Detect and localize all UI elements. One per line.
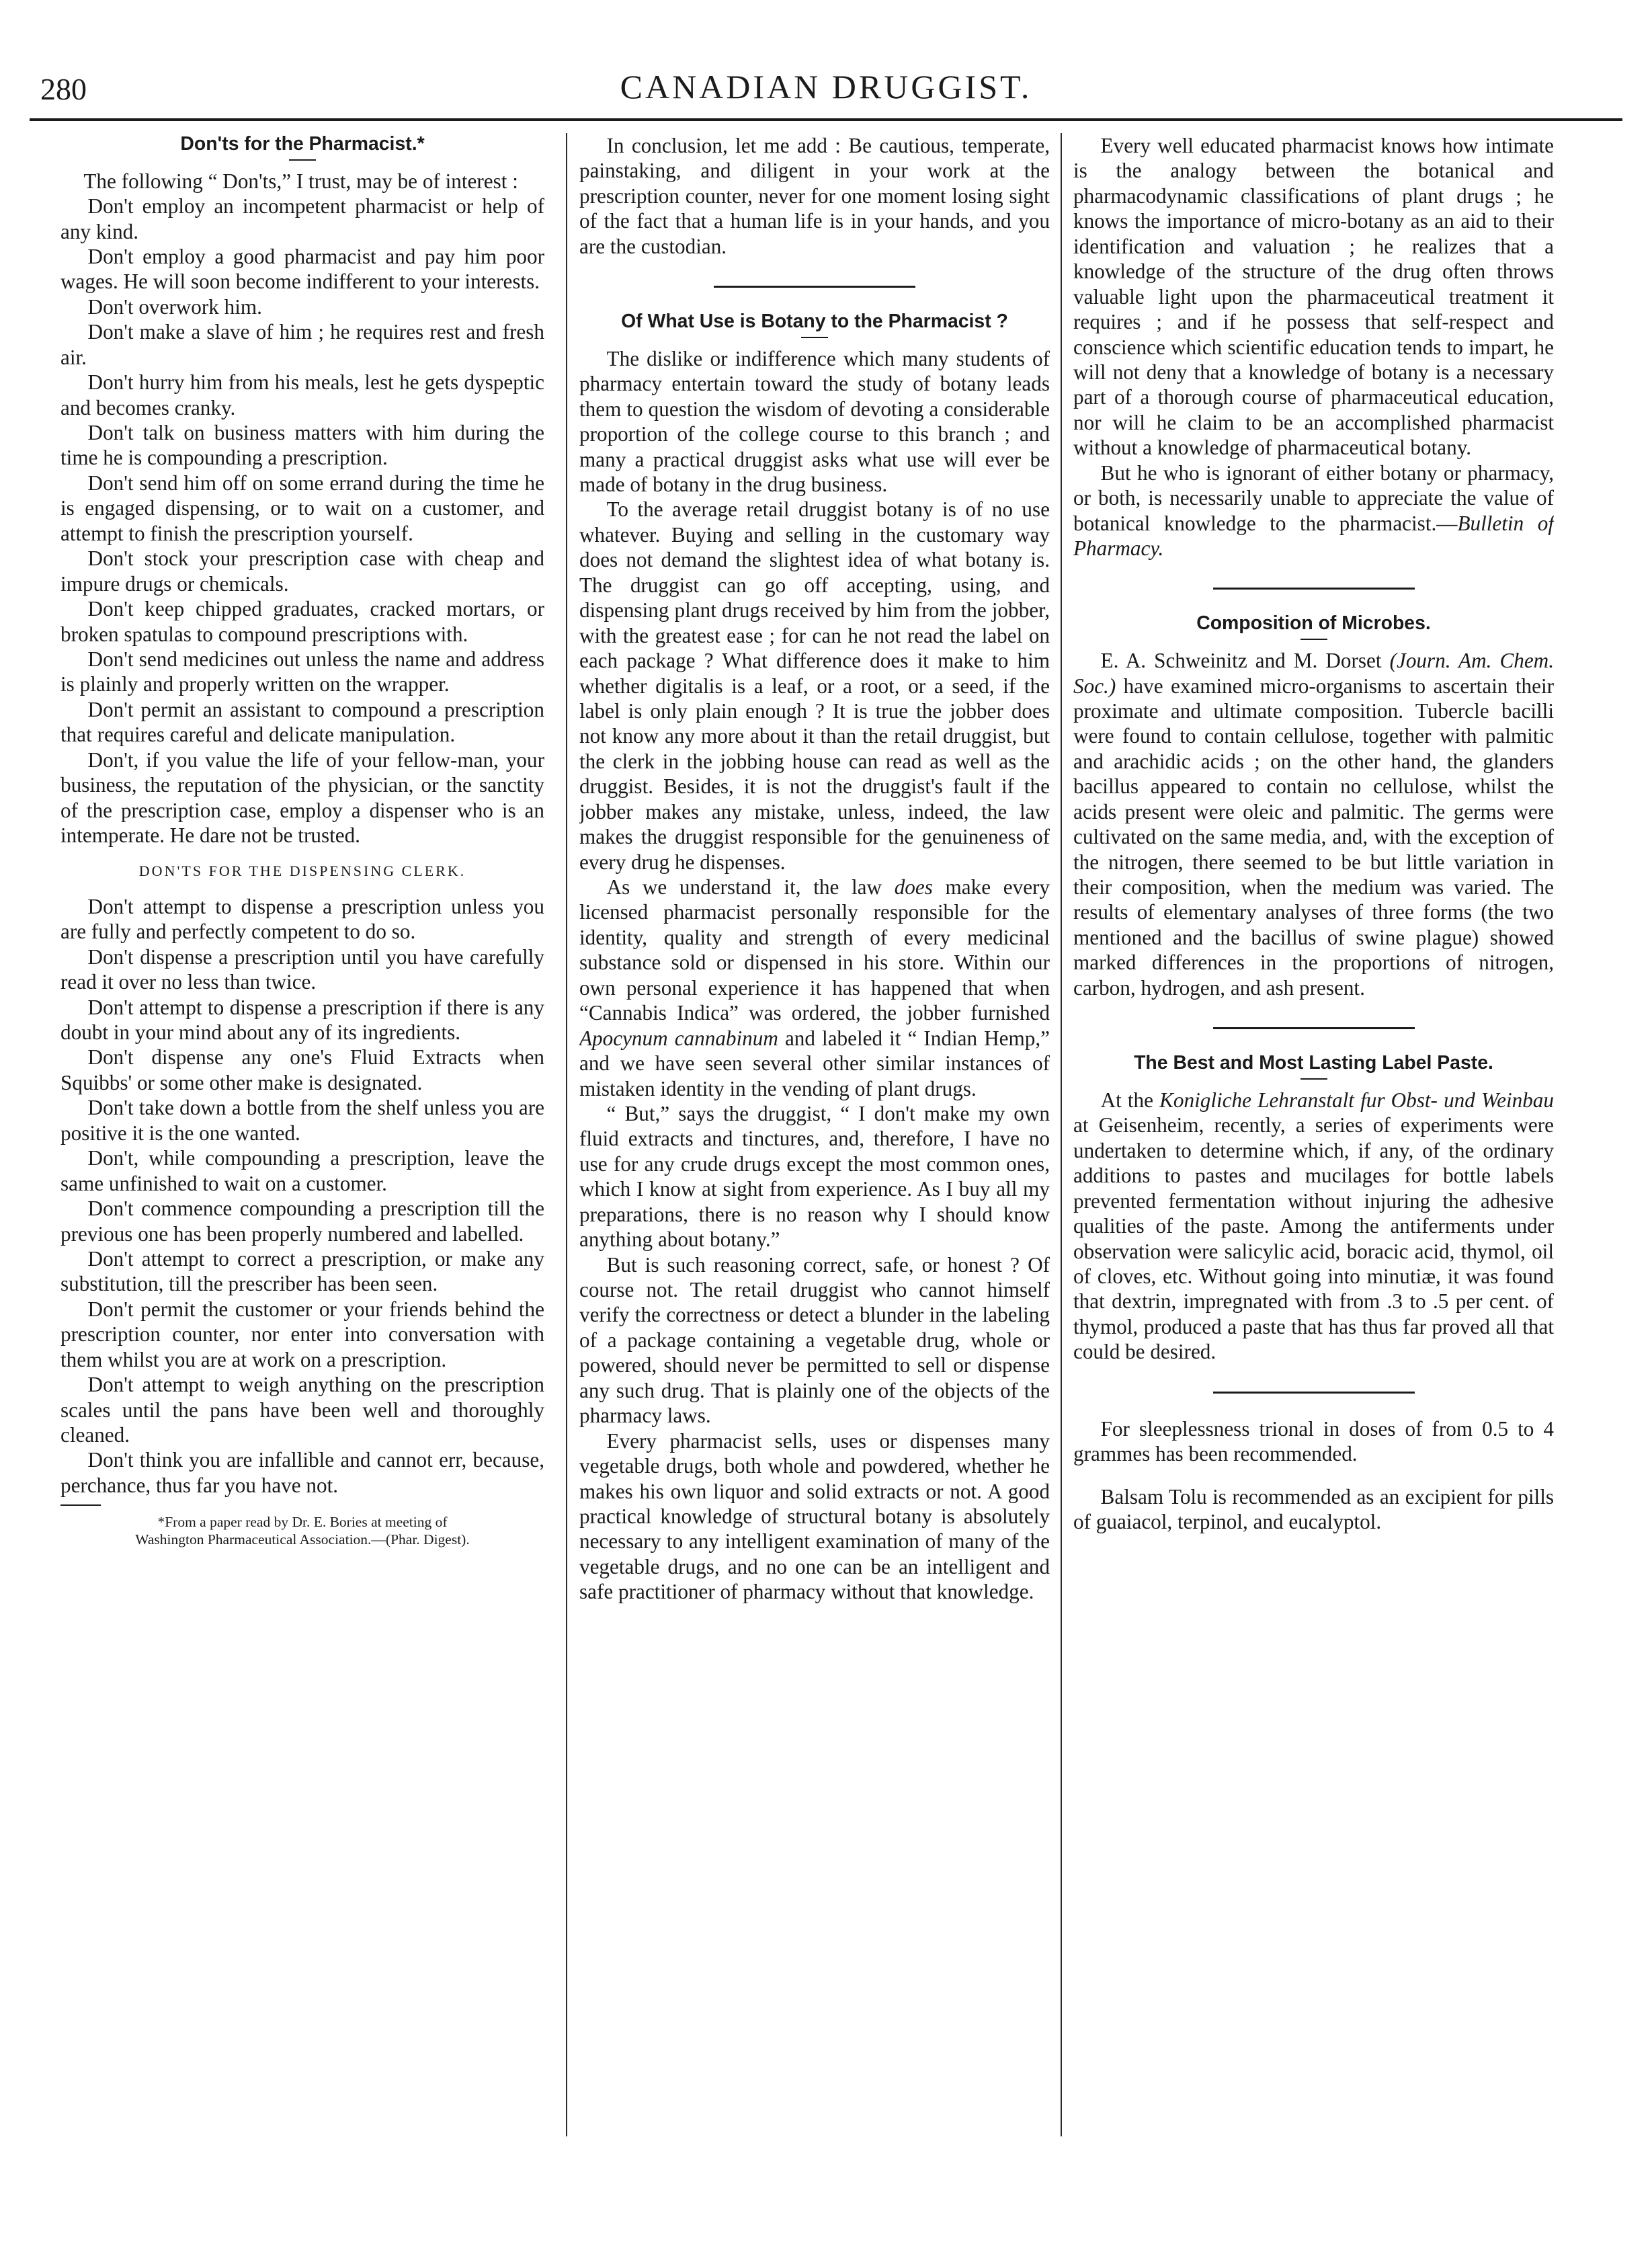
note-paragraph: For sleeplessness trional in doses of from 0.5 to 4 grammes has been recommended. [1073,1416,1554,1466]
column-2 [579,133,1050,2210]
source-citation: Bulletin of Pharmacy. [1073,511,1554,560]
clerk-donts-list [60,894,544,1498]
paragraph: Every well educated pharmacist knows how intimate is the analogy between the botanical and pharmacodynamic classifications of plant drugs ; he knows the importance of micro-botany as an aid to their identification and valuation ; he realizes that a knowledge of the structure of the drug often throws valuable light upon the pharmaceutical treatment it requires ; and if he possess that self-respect and conscience which scientific education tends to impart, he will not deny that a knowledge of botany is a necessary part of a thorough course of pharmaceutical education, nor will he claim to be an accomplished pharmacist without a knowledge of pharmaceutical botany. [1073,134,1554,460]
text-run: As we understand it, the law [606,875,895,899]
dont-item: Don't permit the customer or your friends behind the prescription counter, nor enter into conversation with them whilst you are at work on a prescription. [60,1297,544,1371]
dont-item: Don't keep chipped graduates, cracked mortars, or broken spatulas to compound prescriptions with. [60,597,544,646]
dont-item: Don't take down a bottle from the shelf unless you are positive it is the one wanted. [60,1096,544,1145]
journal-title: CANADIAN DRUGGIST. [620,68,1032,106]
article-title-botany: Of What Use is Botany to the Pharmacist ? [621,311,1008,333]
title-dash [289,159,316,161]
footnote-line: *From a paper read by Dr. E. Bories at meeting of [157,1514,448,1531]
text-run: and labeled it “ Indian Hemp,” and we have seen several other similar instances of mistaken identity in the vending of plant drugs. [579,1026,1050,1100]
dont-item: Don't hurry him from his meals, lest he gets dyspeptic and becomes cranky. [60,370,544,419]
text-run: make every licensed pharmacist personally responsible for the identity, quality and strength of every medicinal substance sold or dispensed in his store. Within our own personal experience it has happened that when “Cannabis Indica” was ordered, the jobber furnished [579,875,1050,1025]
donts-list [60,194,544,848]
dont-item: Don't attempt to correct a prescription, or make any substitution, till the prescriber has been seen. [60,1246,544,1296]
short-notes [1073,1416,1554,1535]
spacer [1073,1467,1554,1484]
institution-name: Konigliche Lehranstalt fur Obst- und Weinbau [1159,1088,1554,1112]
article-title-donts: Don'ts for the Pharmacist.* [180,133,425,155]
text-run: have examined micro-organisms to ascertain their proximate and ultimate composition. Tubercle bacilli were found to contain cellulose, together with palmitic and arachidic acids ; on the other hand, the glanders bacillus appeared to contain no cellulose, whilst the acids present were oleic and palmitic. The germs were cultivated on the same media, and, with the exception of the nitrogen, there seemed to be but little variation in their composition, when the medium was varied. The results of elementary analyses of three forms (the two mentioned and the bacillus of swine plague) showed marked differences in the proportions of nitrogen, carbon, hydrogen, and ash present. [1073,674,1554,1000]
text-run: E. A. Schweinitz and M. Dorset [1100,649,1390,673]
note-paragraph: Balsam Tolu is recommended as an excipient for pills of guaiacol, terpinol, and eucalyptol. [1073,1484,1554,1533]
paragraph [1073,460,1554,561]
text-run: But he who is ignorant of either botany or pharmacy, or both, is necessarily unable to appreciate the value of botanical knowledge to the pharmacist.— [1073,460,1554,535]
species-name: Apocynum cannabinum [579,1026,778,1050]
article-separator [1213,1392,1415,1394]
dont-item: Don't talk on business matters with him during the time he is compounding a prescription. [60,421,544,470]
dont-item: Don't, if you value the life of your fellow-man, your business, the reputation of the physician, or the sanctity of the prescription case, employ a dispenser who is an intemperate. He dare not be trusted. [60,748,544,848]
title-dash [1300,639,1327,640]
article-conclusion: In conclusion, let me add : Be cautious, temperate, painstaking, and diligent in your work at the prescription counter, never for one moment losing sight of the fact that a human life is in your hands, and you are the custodian. [579,134,1050,258]
botany-paragraphs-continued [579,1101,1050,1605]
dont-item: Don't permit an assistant to compound a prescription that requires careful and delicate manipulation. [60,697,544,747]
title-dash [801,337,828,338]
dont-item: Don't dispense any one's Fluid Extracts when Squibbs' or some other make is designated. [60,1045,544,1094]
header-rule [30,118,1622,121]
botany-paragraphs [579,346,1050,875]
column-1 [60,133,544,2210]
dont-item: Don't send him off on some errand during the time he is engaged dispensing, or to wait on a customer, and attempt to finish the prescription yourself. [60,471,544,545]
page-number: 280 [40,72,87,106]
paragraph [1073,648,1554,1000]
article-separator [1213,588,1415,590]
paragraph [579,875,1050,1101]
column-rule [1061,133,1062,2136]
footnote [60,1514,544,1549]
dont-item: Don't employ an incompetent pharmacist or help of any kind. [60,194,544,243]
paragraph: To the average retail druggist botany is of no use whatever. Buying and selling in the customary way does not demand the slightest idea of what botany is. The druggist can go off accepting, using, and dispensing plant drugs received by him from the jobber, with the greatest ease ; for can he not read the label on each package ? What difference does it make to him whether digitalis is a leaf, or a root, or a seed, if the label is only plain enough ? It is true the jobber does not know any more about it than the retail druggist, but the clerk in the jobbing house can read as well as the druggist. Besides, it is not the druggist's fault if the jobber makes any mistake, unless, indeed, the law makes the druggist responsible for the genuineness of every drug he dispenses. [579,497,1050,874]
dont-item: Don't overwork him. [87,294,262,319]
paragraph: The dislike or indifference which many students of pharmacy entertain toward the study of botany leads them to question the wisdom of devoting a considerable proportion of the college course to this branch ; and many a practical druggist asks what use will ever be made of botany in the drug business. [579,346,1050,497]
paragraph: Every pharmacist sells, uses or dispenses many vegetable drugs, both whole and powdered, whether he makes his own liquor and solid extracts or not. A good practical knowledge of structural botany is absolutely necessary to any intelligent examination of many of the vegetable drugs, and no one can be an intelligent and safe practitioner of pharmacy without that knowledge. [579,1429,1050,1604]
journal-citation: (Journ. Am. Chem. Soc.) [1073,649,1554,698]
article-separator [714,286,915,288]
dont-item: Don't send medicines out unless the name and address is plainly and properly written on the wrapper. [60,647,544,696]
text-run: at Geisenheim, recently, a series of experiments were undertaken to determine which, if any, of the ordinary additions to pastes and mucilages for bottle labels prevented fermentation without injuring the adhesive qualities of the paste. Among the antiferments under observation were salicylic acid, boracic acid, thymol, oil of cloves, etc. Without going into minutiæ, it was found that dextrin, impregnated with from .3 to .5 per cent. of thymol, produced a paste that has thus far proved all that could be desired. [1073,1113,1554,1364]
paragraph: “ But,” says the druggist, “ I don't make my own fluid extracts and tinctures, and, therefore, I have no use for any crude drugs except the most common ones, which I know at sight from experience. As I buy all my preparations, there is no reason why I should know anything about botany.” [579,1101,1050,1252]
paragraph [1073,1088,1554,1365]
dont-item: Don't attempt to dispense a prescription if there is any doubt in your mind about any of its ingredients. [60,995,544,1045]
paragraph: But is such reasoning correct, safe, or honest ? Of course not. The retail druggist who cannot himself verify the correctness or detect a blunder in the labeling of a package containing a vegetable drug, whole or powered, should never be permitted to sell or dispense any such drug. That is plainly one of the objects of the pharmacy laws. [579,1252,1050,1428]
text-run: At the [1100,1088,1160,1112]
botany-paragraphs-col3 [1073,133,1554,460]
page-header [30,65,1622,118]
article-title-label-paste: The Best and Most Lasting Label Paste. [1134,1052,1493,1074]
article-intro: The following “ Don'ts,” I trust, may be of interest : [83,169,518,193]
footnote-line: Washington Pharmaceutical Association.—(Phar. Digest). [135,1531,470,1548]
article-title-microbes: Composition of Microbes. [1196,612,1431,635]
dont-item: Don't stock your prescription case with cheap and impure drugs or chemicals. [60,547,544,596]
dont-item: Don't commence compounding a prescription till the previous one has been properly numbered and labelled. [60,1197,544,1246]
dont-item: Don't think you are infallible and cannot err, because, perchance, thus far you have not. [60,1448,544,1497]
dont-item: Don't make a slave of him ; he requires rest and fresh air. [60,320,544,369]
subheading-dispensing-clerk: DON'TS FOR THE DISPENSING CLERK. [138,862,466,880]
article-separator [1213,1027,1415,1029]
dont-item: Don't dispense a prescription until you have carefully read it over no less than twice. [60,944,544,994]
column-rule [566,133,567,2136]
footnote-rule [60,1504,101,1506]
dont-item: Don't attempt to dispense a prescription unless you are fully and perfectly competent to do so. [60,894,544,944]
dont-item: Don't employ a good pharmacist and pay him poor wages. He will soon become indifferent to your interests. [60,244,544,294]
dont-item: Don't, while compounding a prescription, leave the same unfinished to wait on a customer. [60,1146,544,1195]
emphasis: does [894,875,933,899]
title-dash [1300,1078,1327,1080]
dont-item: Don't attempt to weigh anything on the prescription scales until the pans have been well and thoroughly cleaned. [60,1373,544,1447]
column-3 [1073,133,1554,2210]
